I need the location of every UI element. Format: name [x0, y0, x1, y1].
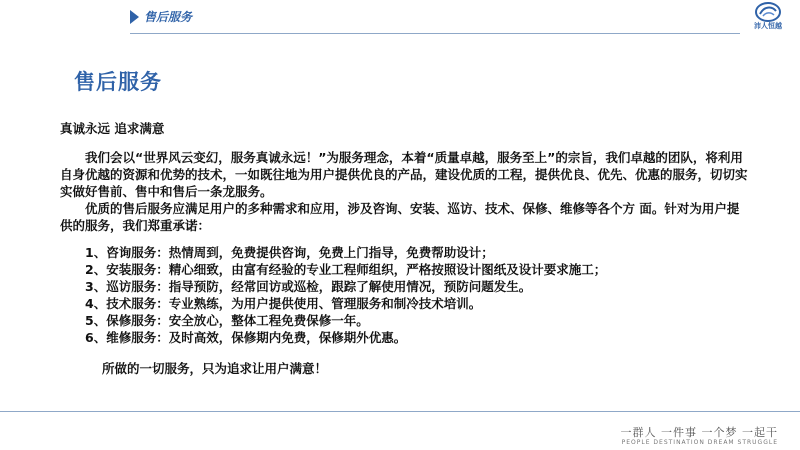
company-logo [750, 2, 786, 36]
page-title: 售后服务 [74, 70, 162, 94]
content-body [60, 120, 750, 377]
list-item: 1、咨询服务：热情周到，免费提供咨询，免费上门指导，免费帮助设计； [85, 245, 494, 260]
list-item: 5、保修服务：安全放心，整体工程免费保修一年。 [85, 313, 369, 328]
list-item: 3、巡访服务：指导预防，经常回访或巡检，跟踪了解使用情况，预防问题发生。 [85, 279, 532, 294]
intro-paragraph: 我们会以“世界风云变幻，服务真诚永远！”为服务理念，本着“质量卓越，服务至上”的宗旨，我们卓越的团队，将利用自身优越的资源和优势的技术，一如既往地为用户提供优良的产品，建设优质的工程，提供优良、优先、优惠的服务，切切实实做好售前、售中和售后一条龙服务。 [60, 150, 748, 199]
footer-slogan-en: PEOPLE DESTINATION DREAM STRUGGLE [621, 439, 778, 446]
footer-divider [0, 411, 800, 412]
logo-text: 沛人恒越 [754, 22, 782, 30]
closing-statement: 所做的一切服务，只为追求让用户满意！ [102, 361, 328, 376]
section-label: 售后服务 [144, 10, 193, 24]
list-item: 4、技术服务：专业熟练，为用户提供使用、管理服务和制冷技术培训。 [85, 296, 482, 311]
triangle-marker-icon [130, 10, 139, 24]
commitment-list [85, 244, 750, 346]
list-item: 6、维修服务：及时高效，保修期内免费，保修期外优惠。 [85, 330, 407, 345]
subheading: 真诚永远 追求满意 [60, 121, 165, 136]
header-divider [130, 33, 740, 34]
footer-slogan-cn: 一群人 一件事 一个梦 一起干 [620, 426, 778, 439]
service-paragraph: 优质的售后服务应满足用户的多种需求和应用，涉及咨询、安装、巡访、技术、保修、维修等各个方 面。针对为用户提供的服务，我们郑重承诺： [60, 201, 740, 233]
list-item: 2、安装服务：精心细致，由富有经验的专业工程师组织，严格按照设计图纸及设计要求施工； [85, 262, 607, 277]
logo-icon [755, 2, 781, 22]
header-bar [0, 0, 800, 34]
